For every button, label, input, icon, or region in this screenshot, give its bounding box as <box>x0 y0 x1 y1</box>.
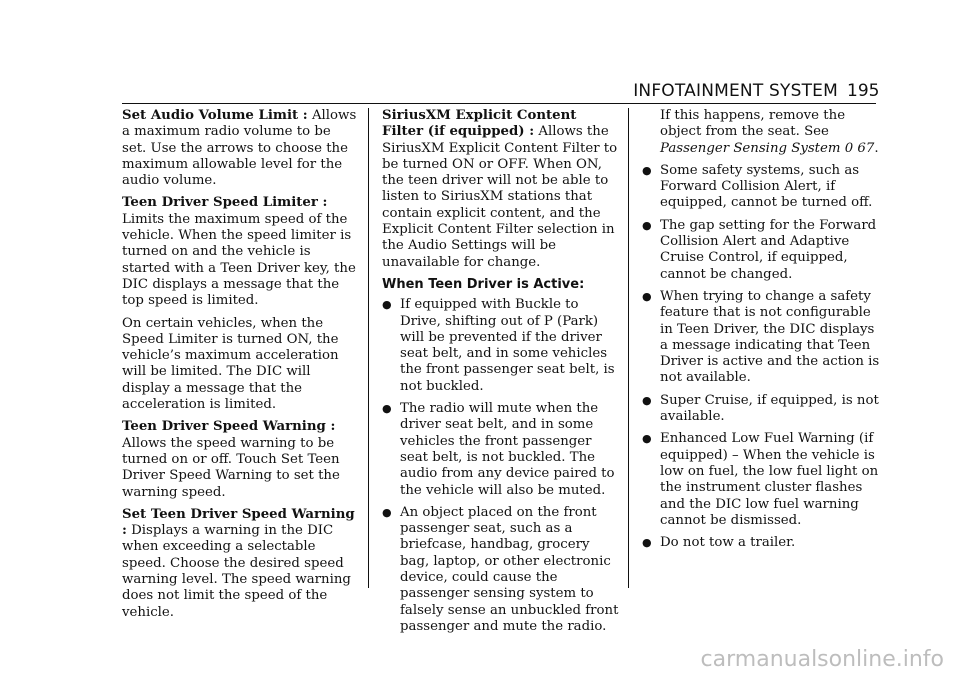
bullet-icon: ● <box>642 432 652 446</box>
watermark: carmanualsonline.info <box>700 647 944 672</box>
list-item: ● The gap setting for the Forward Collision Alert and Adaptive Cruise Control, if equipped, cannot be changed. <box>642 217 877 282</box>
header-rule <box>122 103 876 104</box>
body-text: Displays a warning in the DIC when exceeding a selectable speed. Choose the desired speed warning level. The speed warning does not limit the speed of the vehicle. <box>122 523 351 620</box>
bullet-icon: ● <box>382 402 392 416</box>
list-item: ● Super Cruise, if equipped, is not available. <box>642 392 879 425</box>
heading-teen-driver-active: When Teen Driver is Active: <box>382 276 585 292</box>
body-text: Allows a maximum radio volume to be set. Use the arrows to choose the maximum allowable level for the audio volume. <box>122 108 357 189</box>
bullet-icon: ● <box>642 218 652 232</box>
list-item: ● When trying to change a safety feature that is not configurable in Teen Driver, the DIC displays a message indicating that Teen Driver is active and the action is not available. <box>642 288 880 386</box>
paragraph-set-teen-driver-speed-warning <box>122 507 358 621</box>
column-1 <box>122 108 358 627</box>
bullet-list <box>642 163 880 552</box>
paragraph-siriusxm-filter <box>382 108 620 271</box>
list-item: ● If equipped with Buckle to Drive, shifting out of P (Park) will be prevented if the driver seat belt, and in some vehicles the front passenger seat belt, is not buckled. <box>382 297 615 394</box>
term-siriusxm-filter: SiriusXM Explicit Content Filter (if equipped) : <box>382 108 577 140</box>
term-set-audio-volume-limit: Set Audio Volume Limit : <box>122 108 308 123</box>
body-text: Limits the maximum speed of the vehicle. When the speed limiter is turned on and the vehicle is started with a Teen Driver key, the DIC displays a message that the top speed is limited. <box>122 211 356 309</box>
section-title: INFOTAINMENT SYSTEM <box>633 81 838 101</box>
paragraph-speed-limiter-note: On certain vehicles, when the Speed Limiter is turned ON, the vehicle’s maximum acceleration will be limited. The DIC will display a message that the acceleration is limited. <box>122 315 339 413</box>
list-item: ● Some safety systems, such as Forward Collision Alert, if equipped, cannot be turned off. <box>642 162 873 211</box>
term-teen-driver-speed-limiter: Teen Driver Speed Limiter : <box>122 195 328 211</box>
term-set-teen-driver-speed-warning: Set Teen Driver Speed Warning : <box>122 506 355 539</box>
bullet-icon: ● <box>642 289 652 303</box>
paragraph-teen-driver-speed-warning <box>122 419 358 500</box>
column-2 <box>382 108 620 641</box>
paragraph-teen-driver-speed-limiter <box>122 195 358 309</box>
cross-reference-link[interactable]: Passenger Sensing System <box>660 140 841 156</box>
list-item: ● The radio will mute when the driver seat belt, and in some vehicles the front passenger seat belt, is not buckled. The audio from any device paired to the vehicle will also be muted. <box>382 401 615 498</box>
bullet-icon: ● <box>642 536 652 550</box>
page-number: 195 <box>847 81 880 101</box>
bullet-list <box>382 297 620 635</box>
bullet-icon: ● <box>382 298 392 312</box>
column-divider <box>628 108 629 588</box>
continuation-text: If this happens, remove the object from the seat. See Passenger Sensing System 0 67. <box>660 108 879 156</box>
list-item: ● An object placed on the front passenger seat, such as a briefcase, handbag, grocery bag, laptop, or other electronic device, could cause the passenger sensing system to falsely sense an unbuckled front passenger and mute the radio. <box>382 504 619 634</box>
page-reference: 0 67 <box>844 140 875 156</box>
bullet-icon: ● <box>642 393 652 407</box>
body-text: Allows the SiriusXM Explicit Content Filter to be turned ON or OFF. When ON, the teen driver will not be able to listen to SiriusXM stations that contain explicit content, and the Explicit Content Filter selection in the Audio Settings will be unavailable for change. <box>382 124 618 270</box>
column-3 <box>642 108 880 557</box>
bullet-icon: ● <box>642 163 652 177</box>
paragraph-set-audio-volume-limit <box>122 108 358 189</box>
column-divider <box>368 108 369 588</box>
list-item: ● Do not tow a trailer. <box>642 535 796 551</box>
list-item: ● Enhanced Low Fuel Warning (if equipped) – When the vehicle is low on fuel, the low fuel light on the instrument cluster flashes and the DIC low fuel warning cannot be dismissed. <box>642 431 879 528</box>
body-text: Allows the speed warning to be turned on or off. Touch Set Teen Driver Speed Warning to set the warning speed. <box>122 435 340 500</box>
page-header <box>0 0 960 101</box>
bullet-icon: ● <box>382 505 392 519</box>
term-teen-driver-speed-warning: Teen Driver Speed Warning : <box>122 419 336 435</box>
